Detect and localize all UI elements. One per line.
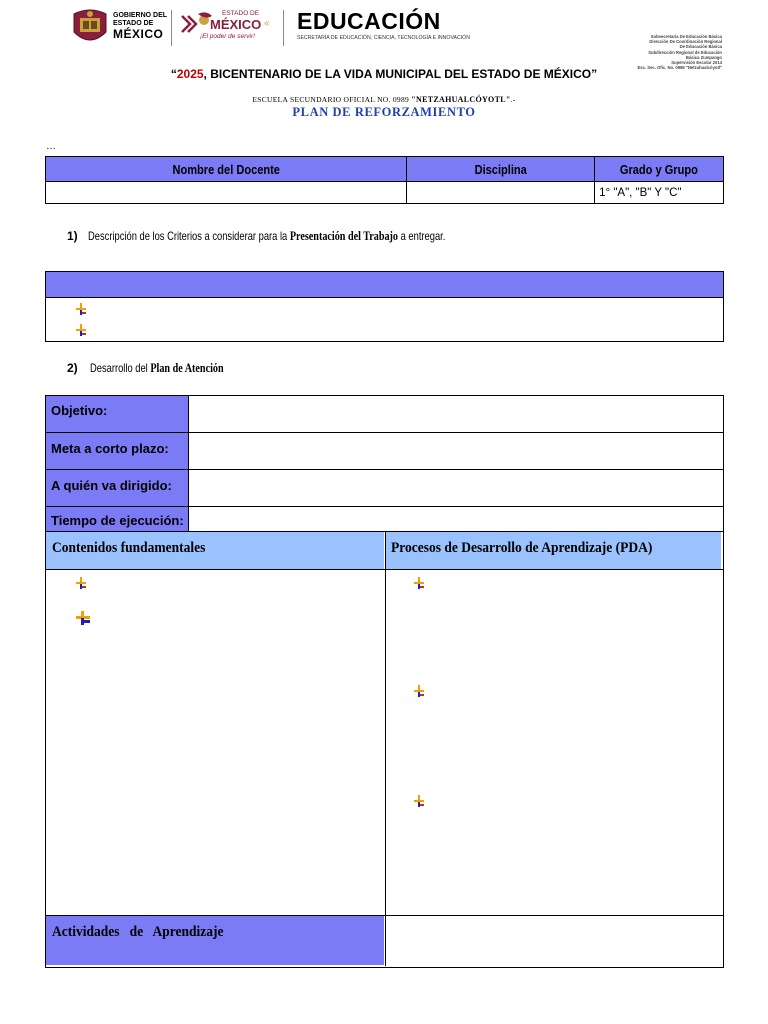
table-row [46,182,724,204]
gobierno-wordmark: GOBIERNO DEL ESTADO DE MÉXICO [113,12,168,41]
bicentenario-year: 2025 [176,67,204,81]
label-a-quien-va-dirigido: A quién va dirigido: [46,470,188,506]
docente-table [45,156,724,204]
a-quien-va-dirigido-field[interactable] [189,470,721,506]
header-grado-grupo: Grado y Grupo [595,157,724,182]
header-contenidos-fundamentales: Contenidos fundamentales [46,532,384,569]
bullet-icon [413,576,425,590]
tiempo-ejecucion-field[interactable] [189,507,721,531]
bullet-icon [75,302,87,316]
meta-corto-plazo-field[interactable] [189,433,721,469]
criterios-header-bar [45,271,724,298]
header-divider [283,10,284,46]
section-2-heading: 2) Desarrollo del Plan de Atención [67,360,224,375]
bullet-icon [413,684,425,698]
objetivo-field[interactable] [189,396,721,432]
bullet-icon [413,794,425,808]
school-name-line: ESCUELA SECUNDARIO OFICIAL NO. 0989 "NETZAHUALCÓYOTL".- [252,95,516,104]
actividades-field[interactable] [386,916,721,965]
plan-table [45,395,724,968]
gobierno-shield-logo [70,8,110,46]
bicentenario-slogan: “2025, BICENTENARIO DE LA VIDA MUNICIPAL DEL ESTADO DE MÉXICO” [170,67,598,81]
bullet-icon [75,610,87,624]
pda-area[interactable] [386,570,721,915]
estado-de-mexico-logo: ESTADO DE MÉXICO « ¡El poder de servir! [178,10,278,46]
educacion-subtitle: SECRETARÍA DE EDUCACIÓN, CIENCIA, TECNOLOGÍA E INNOVACIÓN [297,35,470,41]
header-disciplina: Disciplina [407,157,595,182]
header-divider [171,10,172,46]
dependency-block: Subsecretaría De Educación Básica Dirección De Coordinación Regional De Educación Básica Subdirección Regional de Educación Básica Zumpango Supervisión Escolar 2014 Esc. Sec. Ofic. No. 0989 "Netzahualcóyotl" [637,34,722,71]
bullet-icon [75,323,87,337]
grado-grupo-cell[interactable]: 1° "A", "B" Y "C" [595,182,724,204]
ellipsis-text: … [46,141,56,152]
plan-title: PLAN DE REFORZAMIENTO [292,105,476,119]
disciplina-cell[interactable] [407,182,595,204]
label-objetivo: Objetivo: [46,396,188,432]
nombre-docente-cell[interactable] [46,182,407,204]
criterios-body[interactable] [45,297,724,342]
contenidos-fundamentales-area[interactable] [46,570,384,915]
section-1-heading: 1) Descripción de los Criterios a considerar para la Presentación del Trabajo a entregar. [67,228,446,243]
label-actividades-aprendizaje: Actividades de Aprendizaje [46,916,384,965]
educacion-title: EDUCACIÓN [297,8,441,34]
label-tiempo-ejecucion: Tiempo de ejecución: [46,507,188,531]
label-meta-corto-plazo: Meta a corto plazo: [46,433,188,469]
table-header-row [46,157,724,182]
bullet-icon [75,576,87,590]
header-pda: Procesos de Desarrollo de Aprendizaje (PDA) [386,532,721,569]
header-nombre-docente: Nombre del Docente [46,157,407,182]
